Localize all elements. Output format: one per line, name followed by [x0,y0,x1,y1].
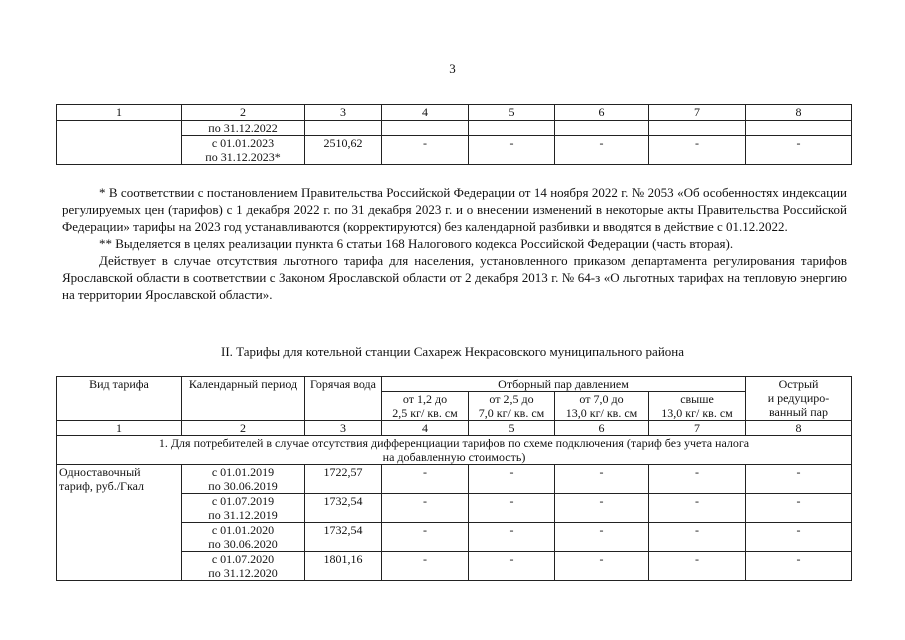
group-title: 1. Для потребителей в случае отсутствия дифференциации тарифов по схеме подключения (тариф без учета налога на добавленную стоимость) [57,436,852,465]
hot-water-cell: 1722,57 [305,465,382,494]
column-index: 5 [469,105,555,121]
hot-water-cell [305,121,382,136]
column-index: 1 [57,421,182,436]
steam-cell: - [555,552,649,581]
steam-cell: - [555,523,649,552]
hot-water-cell: 1732,54 [305,523,382,552]
column-index: 6 [555,105,649,121]
period-to: по 31.12.2020 [208,566,278,580]
period-to: по 31.12.2023* [205,150,281,164]
steam-cell: - [382,494,469,523]
page-number: 3 [449,61,456,76]
steam-cell: - [649,523,746,552]
tariff-type-cell: Одноставочный тариф, руб./Гкал [57,465,182,581]
steam-cell [382,121,469,136]
period-cell [182,465,305,494]
column-index: 4 [382,105,469,121]
period-to: по 30.06.2019 [208,479,278,493]
steam-cell: - [469,552,555,581]
steam-cell: - [469,523,555,552]
column-index: 7 [649,105,746,121]
steam-cell: - [649,494,746,523]
footnote: ** Выделяется в целях реализации пункта 6 статьи 168 Налогового кодекса Российской Федерации (часть вторая). [99,236,734,251]
column-index: 8 [746,105,852,121]
column-index: 7 [649,421,746,436]
period-cell [182,136,305,165]
column-index: 3 [305,421,382,436]
table-row [57,465,852,494]
sharp-steam-cell: - [746,494,852,523]
steam-cell [469,121,555,136]
period-cell: по 31.12.2022 [182,121,305,136]
steam-cell: - [555,465,649,494]
footnote: Действует в случае отсутствия льготного тарифа для населения, установленного приказом департамента регулирования тарифов Ярославской области в соответствии с Законом Ярославской области от 2 декабря 2013 г. № 64-з «О льготных тарифах на тепловую энергию на территории Ярославской области». [62,253,847,302]
period-from: с 01.07.2019 [211,494,275,508]
steam-cell: - [469,494,555,523]
sharp-steam-cell [746,121,852,136]
period-from: с 01.07.2020 [211,552,275,566]
period-cell [182,523,305,552]
header-steam-col: от 1,2 до 2,5 кг/ кв. см [382,392,469,421]
period-cell [182,552,305,581]
tariff-type-cell [57,121,182,165]
column-index: 4 [382,421,469,436]
column-index: 6 [555,421,649,436]
period-from: с 01.01.2020 [211,523,275,537]
header-hot-water: Горячая вода [305,377,382,421]
steam-cell: - [382,523,469,552]
column-index: 2 [182,105,305,121]
tariff-table [56,376,852,581]
header-sharp-steam: Острый и редуциро- ванный пар [746,377,852,421]
period-from: с 01.01.2023 [211,136,275,150]
column-index-row [57,105,852,121]
tariff-table-continuation [56,104,852,165]
sharp-steam-cell: - [746,523,852,552]
header-steam-col: от 2,5 до 7,0 кг/ кв. см [469,392,555,421]
steam-cell: - [649,552,746,581]
period-from: с 01.01.2019 [211,465,275,479]
footnotes [62,184,847,303]
table-row [57,121,852,136]
period-to: по 30.06.2020 [208,537,278,551]
sharp-steam-cell: - [746,136,852,165]
column-index: 5 [469,421,555,436]
header-tariff-type: Вид тарифа [57,377,182,421]
steam-cell: - [649,465,746,494]
sharp-steam-cell: - [746,465,852,494]
hot-water-cell: 1801,16 [305,552,382,581]
steam-cell [555,121,649,136]
hot-water-cell: 2510,62 [305,136,382,165]
steam-cell [649,121,746,136]
column-index-row [57,421,852,436]
section-title: II. Тарифы для котельной станции Сахареж Некрасовского муниципального района [221,344,684,359]
sharp-steam-cell: - [746,552,852,581]
header-row [57,377,852,392]
column-index: 2 [182,421,305,436]
steam-cell: - [469,465,555,494]
column-index: 8 [746,421,852,436]
header-steam-group: Отборный пар давлением [382,377,746,392]
column-index: 3 [305,105,382,121]
steam-cell: - [469,136,555,165]
period-to: по 31.12.2019 [208,508,278,522]
header-steam-col: свыше 13,0 кг/ кв. см [649,392,746,421]
header-steam-col: от 7,0 до 13,0 кг/ кв. см [555,392,649,421]
steam-cell: - [382,465,469,494]
column-index: 1 [57,105,182,121]
period-cell [182,494,305,523]
steam-cell: - [382,136,469,165]
group-title-row [57,436,852,465]
steam-cell: - [649,136,746,165]
footnote: * В соответствии с постановлением Правительства Российской Федерации от 14 ноября 2022 г. № 2053 «Об особенностях индексации регулируемых цен (тарифов) с 1 декабря 2022 г. по 31 декабря 2023 г. и о внесении изменений в некоторые акты Правительства Российской Федерации» тарифы на 2023 год устанавливаются (корректируются) без календарной разбивки и вводятся в действие с 01.12.2022. [62,185,847,234]
steam-cell: - [555,494,649,523]
steam-cell: - [555,136,649,165]
hot-water-cell: 1732,54 [305,494,382,523]
steam-cell: - [382,552,469,581]
header-period: Календарный период [182,377,305,421]
